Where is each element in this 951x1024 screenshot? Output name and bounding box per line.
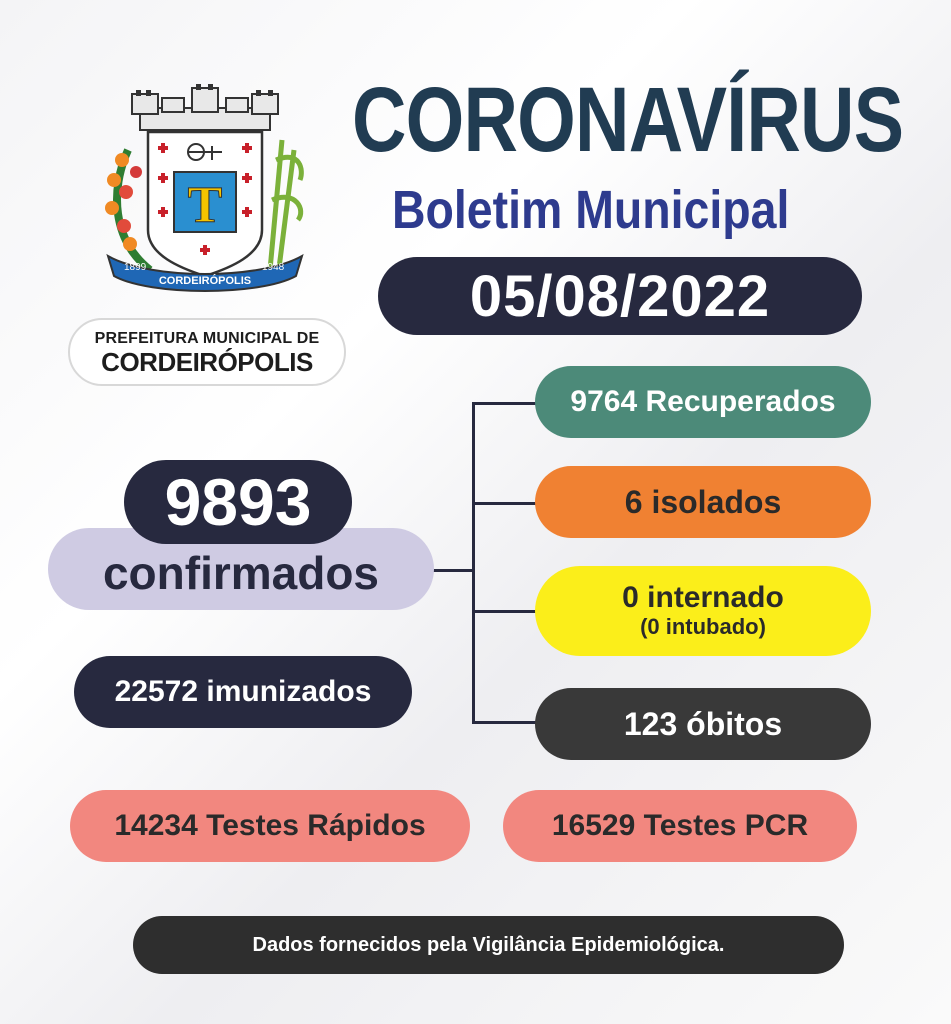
svg-text:T: T <box>187 177 223 234</box>
city-badge-line2: CORDEIRÓPOLIS <box>101 347 313 377</box>
city-name-badge <box>68 318 346 386</box>
connector-confirmed <box>432 569 474 572</box>
confirmed-label: confirmados <box>48 528 434 610</box>
crest-year-right: 1948 <box>262 262 285 273</box>
intubado-label: (0 intubado) <box>640 614 766 639</box>
crest-year-left: 1899 <box>124 262 147 273</box>
connector-recuperados <box>472 402 536 405</box>
internado-badge <box>535 566 871 656</box>
testes-pcr-badge: 16529 Testes PCR <box>503 790 857 862</box>
testes-rapidos-badge: 14234 Testes Rápidos <box>70 790 470 862</box>
recuperados-badge: 9764 Recuperados <box>535 366 871 438</box>
city-badge-line1: PREFEITURA MUNICIPAL DE <box>94 330 320 347</box>
page-title: CORONAVÍRUS <box>352 69 904 171</box>
connector-vertical <box>472 402 475 722</box>
obitos-badge: 123 óbitos <box>535 688 871 760</box>
internado-label: 0 internado <box>622 581 784 614</box>
page-subtitle: Boletim Municipal <box>392 180 790 240</box>
imunizados-badge: 22572 imunizados <box>74 656 412 728</box>
date-badge: 05/08/2022 <box>378 257 862 335</box>
connector-obitos <box>472 721 536 724</box>
crest-ribbon-text: CORDEIRÓPOLIS <box>158 275 252 287</box>
coat-of-arms-icon <box>100 80 310 300</box>
data-source-footer: Dados fornecidos pela Vigilância Epidemiológica. <box>133 916 844 974</box>
isolados-badge: 6 isolados <box>535 466 871 538</box>
connector-internado <box>472 610 536 613</box>
confirmed-count: 9893 <box>124 460 352 544</box>
connector-isolados <box>472 502 536 505</box>
